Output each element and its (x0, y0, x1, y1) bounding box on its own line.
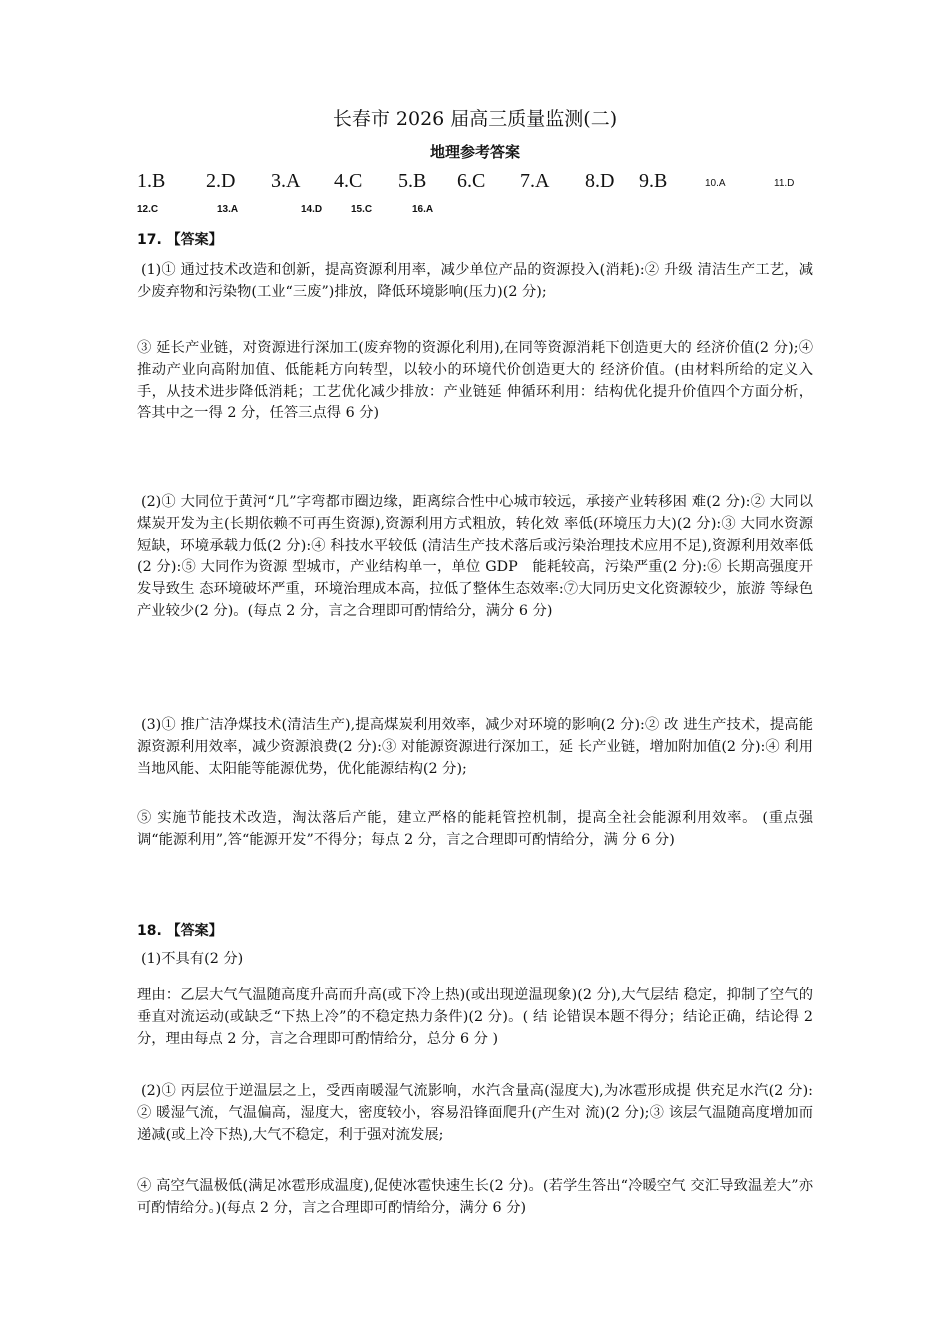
q17-part1-paragraph: (1)① 通过技术改造和创新，提高资源利用率，减少单位产品的资源投入(消耗):② 升级 清洁生产工艺，减少废弃物和污染物(工业“三废”)排放，降低环境影响(压力)(2 分); (137, 262, 813, 300)
choice-answer: 11.D (774, 178, 795, 189)
q18-part2-paragraph: (2)① 丙层位于逆温层之上，受西南暖湿气流影响，水汽含量高(湿度大),为冰雹形成提 供充足水汽(2 分):② 暖湿气流，气温偏高，湿度大，密度较小，容易沿锋面爬升(产生对 流)(2 分);③ 该层气温随高度增加而递减(或上冷下热),大气不稳定，利于强对流发展; (137, 1083, 813, 1143)
choice-answer: 9.B (639, 170, 668, 192)
choice-answer: 14.D (301, 204, 323, 215)
choice-answer: 8.D (585, 170, 615, 192)
choice-answer: 13.A (217, 204, 239, 215)
choice-answer: 7.A (520, 170, 550, 192)
choice-answer: 3.A (271, 170, 301, 192)
q17-part3-paragraph: (3)① 推广洁净煤技术(清洁生产),提高煤炭利用效率，减少对环境的影响(2 分):② 改 进生产技术，提高能源资源利用效率，减少资源浪费(2 分):③ 对能源资源进行深加工，延 长产业链，增加附加值(2 分):④ 利用当地风能、太阳能等能源优势，优化能源结构(2 分); (137, 717, 813, 777)
q18-part1-answer: (1)不具有(2 分) (141, 951, 244, 967)
q18-part1-reason-paragraph: 理由：乙层大气气温随高度升高而升高(或下冷上热)(或出现逆温现象)(2 分),大气层结 稳定，抑制了空气的垂直对流运动(或缺乏“下热上冷”的不稳定热力条件)(2 分)。( 结 论错误本题不得分；结论正确，结论得 2 分，理由每点 2 分，言之合理即可酌情给分，总分 6 分 ) (137, 987, 813, 1047)
choice-answer: 5.B (398, 170, 427, 192)
choice-answer: 4.C (334, 170, 363, 192)
q17-part3-continued-paragraph: ⑤ 实施节能技术改造，淘汰落后产能，建立严格的能耗管控机制，提高全社会能源利用效率。 (重点强调“能源利用”,答“能源开发”不得分；每点 2 分，言之合理即可酌情给分，满 分 6 分) (137, 810, 813, 848)
choice-answer: 1.B (137, 170, 166, 192)
choice-answer: 10.A (705, 178, 726, 189)
choice-answer: 16.A (412, 204, 434, 215)
q17-part1-continued-paragraph: ③ 延长产业链，对资源进行深加工(废弃物的资源化利用),在同等资源消耗下创造更大的 经济价值(2 分);④ 推动产业向高附加值、低能耗方向转型，以较小的环境代价创造更大的 经济价值。(由材料所给的定义入手，从技术进步降低消耗；工艺优化减少排放：产业链延 伸循环利用：结构优化提升价值四个方面分析，答其中之一得 2 分，任答三点得 6 分) (137, 340, 813, 422)
choice-answer: 2.D (206, 170, 236, 192)
document-title: 长春市 2026 届高三质量监测(二) (332, 108, 618, 130)
q18-heading: 18. 【答案】 (137, 923, 223, 939)
choice-answer: 6.C (457, 170, 486, 192)
choice-answer: 15.C (351, 204, 373, 215)
document-subtitle: 地理参考答案 (429, 143, 520, 161)
q18-part2-continued-paragraph: ④ 高空气温极低(满足冰雹形成温度),促使冰雹快速生长(2 分)。(若学生答出“冷暖空气 交汇导致温差大”亦可酌情给分。)(每点 2 分，言之合理即可酌情给分，满分 6 分) (137, 1178, 813, 1216)
q17-part2-paragraph: (2)① 大同位于黄河“几”字弯都市圈边缘，距离综合性中心城市较远，承接产业转移困 难(2 分):② 大同以煤炭开发为主(长期依赖不可再生资源),资源利用方式粗放，转化效 率低(环境压力大)(2 分):③ 大同水资源短缺，环境承载力低(2 分):④ 科技水平较低 (清洁生产技术落后或污染治理技术应用不足),资源利用效率低(2 分):⑤ 大同作为资源 型城市，产业结构单一，单位 GDP 能耗较高，污染严重(2 分):⑥ 长期高强度开发导致生 态环境破坏严重，环境治理成本高，拉低了整体生态效率:⑦大同历史文化资源较少，旅游 等绿色产业较少(2 分)。(每点 2 分，言之合理即可酌情给分，满分 6 分) (137, 494, 813, 619)
q17-heading: 17. 【答案】 (137, 232, 223, 248)
choice-answer: 12.C (137, 204, 159, 215)
